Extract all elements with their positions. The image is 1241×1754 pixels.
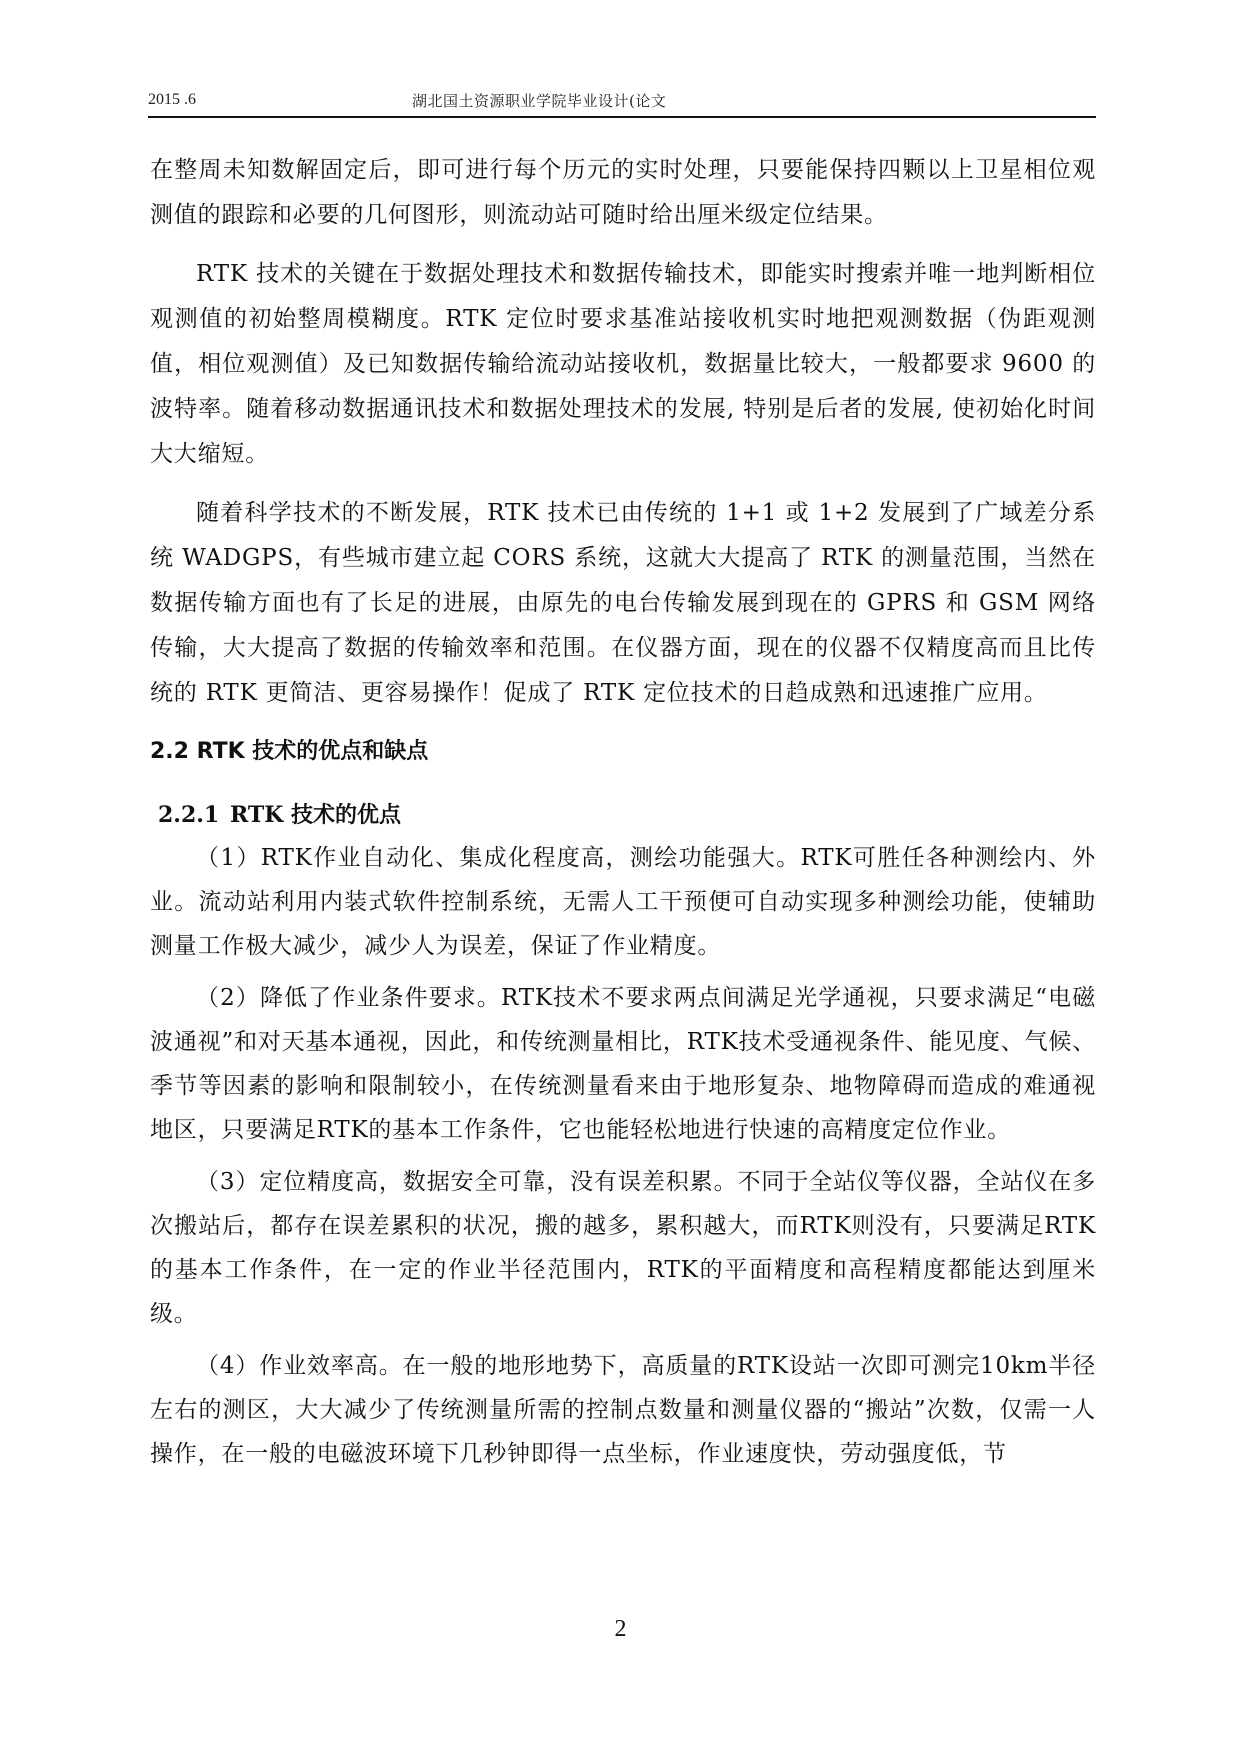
page-number: 2 [614, 1616, 627, 1642]
list-item: （2）降低了作业条件要求。RTK技术不要求两点间满足光学通视，只要求满足“电磁波通视”和对天基本通视，因此，和传统测量相比，RTK技术受通视条件、能见度、气候、季节等因素的影响和限制较小，在传统测量看来由于地形复杂、地物障碍而造成的难通视地区，只要满足RTK的基本工作条件，它也能轻松地进行快速的高精度定位作业。 [150, 985, 1096, 1143]
list-item: （4）作业效率高。在一般的地形地势下，高质量的RTK设站一次即可测完10km半径左右的测区，大大减少了传统测量所需的控制点数量和测量仪器的“搬站”次数，仅需一人操作，在一般的电磁波环境下几秒钟即得一点坐标，作业速度快，劳动强度低，节 [150, 1353, 1096, 1467]
list-item: （1）RTK作业自动化、集成化程度高，测绘功能强大。RTK可胜任各种测绘内、外业。流动站利用内装式软件控制系统，无需人工干预便可自动实现多种测绘功能，使辅助测量工作极大减少，减少人为误差，保证了作业精度。 [150, 845, 1096, 959]
list-item: （3）定位精度高，数据安全可靠，没有误差积累。不同于全站仪等仪器，全站仪在多次搬站后，都存在误差累积的状况，搬的越多，累积越大，而RTK则没有，只要满足RTK的基本工作条件，在一定的作业半径范围内，RTK的平面精度和高程精度都能达到厘米级。 [150, 1169, 1096, 1327]
header-date: 2015 .6 [148, 91, 196, 108]
paragraph-rtk-key: RTK 技术的关键在于数据处理技术和数据传输技术，即能实时搜索并唯一地判断相位观测值的初始整周模糊度。RTK 定位时要求基准站接收机实时地把观测数据（伪距观测值，相位观测值）及已知数据传输给流动站接收机，数据量比较大，一般都要求 9600 的波特率。随着移动数据通讯技术和数据处理技术的发展, 特别是后者的发展, 使初始化时间大大缩短。 [150, 261, 1096, 467]
subsection-number: 2.2.1 [158, 802, 220, 828]
header-rule [148, 116, 1096, 118]
subsection-title: RTK 技术的优点 [230, 802, 402, 828]
body-text [150, 148, 1096, 1484]
paragraph-continuation: 在整周未知数解固定后，即可进行每个历元的实时处理，只要能保持四颗以上卫星相位观测值的跟踪和必要的几何图形，则流动站可随时给出厘米级定位结果。 [150, 157, 1096, 228]
section-heading: 2.2 RTK 技术的优点和缺点 [150, 739, 429, 764]
header-title: 湖北国土资源职业学院毕业设计(论文 [412, 92, 667, 110]
running-header [148, 88, 1094, 114]
paragraph-rtk-development: 随着科学技术的不断发展，RTK 技术已由传统的 1+1 或 1+2 发展到了广域差分系统 WADGPS，有些城市建立起 CORS 系统，这就大大提高了 RTK 的测量范围，当然在数据传输方面也有了长足的进展，由原先的电台传输发展到现在的 GPRS 和 GSM 网络传输，大大提高了数据的传输效率和范围。在仪器方面，现在的仪器不仅精度高而且比传统的 RTK 更简洁、更容易操作！促成了 RTK 定位技术的日趋成熟和迅速推广应用。 [150, 500, 1096, 706]
subsection-heading [158, 794, 1096, 836]
